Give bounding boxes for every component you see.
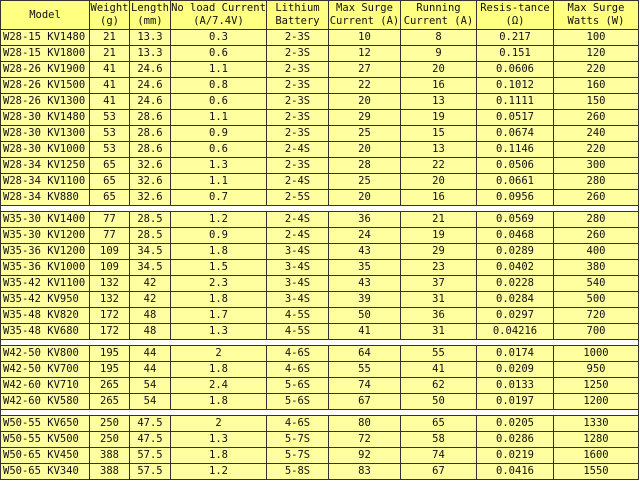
cell-model: W42-60 KV710 <box>1 378 90 394</box>
cell-no-load-current: 2.4 <box>171 378 267 394</box>
cell-max-surge-current: 72 <box>329 432 401 448</box>
cell-no-load-current: 1.1 <box>171 174 267 190</box>
cell-no-load-current: 0.8 <box>171 78 267 94</box>
cell-model: W28-30 KV1480 <box>1 110 90 126</box>
cell-max-surge-watts: 540 <box>554 276 639 292</box>
cell-weight: 109 <box>90 244 130 260</box>
cell-lithium-battery: 3-4S <box>267 244 329 260</box>
cell-length: 48 <box>130 324 171 340</box>
cell-length: 48 <box>130 308 171 324</box>
table-row <box>1 142 639 158</box>
cell-running-current: 31 <box>401 292 477 308</box>
cell-no-load-current: 2.3 <box>171 276 267 292</box>
table-row <box>1 94 639 110</box>
cell-lithium-battery: 2-3S <box>267 30 329 46</box>
cell-lithium-battery: 5-7S <box>267 432 329 448</box>
cell-weight: 53 <box>90 126 130 142</box>
cell-lithium-battery: 2-3S <box>267 78 329 94</box>
cell-running-current: 13 <box>401 142 477 158</box>
cell-weight: 21 <box>90 30 130 46</box>
cell-weight: 21 <box>90 46 130 62</box>
table-row <box>1 158 639 174</box>
cell-max-surge-current: 20 <box>329 94 401 110</box>
cell-resistance: 0.0297 <box>477 308 554 324</box>
cell-resistance: 0.0674 <box>477 126 554 142</box>
cell-max-surge-current: 83 <box>329 464 401 480</box>
header-model: Model <box>1 1 90 30</box>
table-row <box>1 292 639 308</box>
cell-running-current: 8 <box>401 30 477 46</box>
cell-model: W28-30 KV1000 <box>1 142 90 158</box>
cell-max-surge-watts: 260 <box>554 190 639 206</box>
cell-max-surge-current: 67 <box>329 394 401 410</box>
cell-model: W28-34 KV1100 <box>1 174 90 190</box>
cell-resistance: 0.0569 <box>477 212 554 228</box>
cell-model: W35-36 KV1200 <box>1 244 90 260</box>
cell-running-current: 23 <box>401 260 477 276</box>
cell-weight: 250 <box>90 432 130 448</box>
cell-no-load-current: 1.3 <box>171 324 267 340</box>
cell-max-surge-watts: 260 <box>554 228 639 244</box>
cell-lithium-battery: 5-7S <box>267 448 329 464</box>
header-max-surge-watts: Max Surge Watts (W) <box>554 1 639 30</box>
cell-max-surge-current: 92 <box>329 448 401 464</box>
cell-max-surge-watts: 720 <box>554 308 639 324</box>
cell-length: 32.6 <box>130 190 171 206</box>
cell-no-load-current: 1.8 <box>171 448 267 464</box>
cell-running-current: 19 <box>401 110 477 126</box>
header-row <box>1 1 639 30</box>
cell-length: 54 <box>130 378 171 394</box>
cell-model: W50-55 KV500 <box>1 432 90 448</box>
cell-weight: 109 <box>90 260 130 276</box>
cell-no-load-current: 1.8 <box>171 244 267 260</box>
cell-length: 44 <box>130 362 171 378</box>
cell-model: W28-26 KV1500 <box>1 78 90 94</box>
cell-lithium-battery: 4-5S <box>267 308 329 324</box>
table-row <box>1 78 639 94</box>
spec-table-body <box>1 30 639 480</box>
cell-max-surge-current: 25 <box>329 174 401 190</box>
cell-no-load-current: 1.5 <box>171 260 267 276</box>
cell-resistance: 0.0402 <box>477 260 554 276</box>
cell-running-current: 67 <box>401 464 477 480</box>
cell-weight: 53 <box>90 142 130 158</box>
cell-length: 32.6 <box>130 174 171 190</box>
cell-model: W28-34 KV880 <box>1 190 90 206</box>
cell-model: W28-26 KV1300 <box>1 94 90 110</box>
table-row <box>1 30 639 46</box>
cell-model: W28-26 KV1900 <box>1 62 90 78</box>
cell-length: 47.5 <box>130 432 171 448</box>
cell-weight: 41 <box>90 78 130 94</box>
cell-lithium-battery: 5-6S <box>267 378 329 394</box>
cell-model: W50-65 KV450 <box>1 448 90 464</box>
cell-no-load-current: 1.3 <box>171 432 267 448</box>
cell-length: 28.5 <box>130 228 171 244</box>
cell-max-surge-current: 20 <box>329 190 401 206</box>
cell-lithium-battery: 2-4S <box>267 228 329 244</box>
cell-lithium-battery: 3-4S <box>267 276 329 292</box>
cell-resistance: 0.0468 <box>477 228 554 244</box>
cell-no-load-current: 0.6 <box>171 46 267 62</box>
cell-lithium-battery: 5-6S <box>267 394 329 410</box>
cell-max-surge-current: 43 <box>329 244 401 260</box>
cell-running-current: 22 <box>401 158 477 174</box>
cell-max-surge-current: 28 <box>329 158 401 174</box>
cell-weight: 250 <box>90 416 130 432</box>
cell-max-surge-current: 22 <box>329 78 401 94</box>
table-row <box>1 244 639 260</box>
cell-lithium-battery: 2-5S <box>267 190 329 206</box>
cell-model: W35-48 KV680 <box>1 324 90 340</box>
cell-running-current: 13 <box>401 94 477 110</box>
cell-resistance: 0.04216 <box>477 324 554 340</box>
cell-weight: 172 <box>90 308 130 324</box>
cell-model: W35-30 KV1400 <box>1 212 90 228</box>
cell-length: 34.5 <box>130 244 171 260</box>
cell-max-surge-current: 50 <box>329 308 401 324</box>
cell-max-surge-current: 80 <box>329 416 401 432</box>
cell-lithium-battery: 5-8S <box>267 464 329 480</box>
cell-no-load-current: 1.3 <box>171 158 267 174</box>
cell-resistance: 0.0606 <box>477 62 554 78</box>
cell-model: W35-48 KV820 <box>1 308 90 324</box>
cell-max-surge-current: 12 <box>329 46 401 62</box>
cell-no-load-current: 1.2 <box>171 212 267 228</box>
cell-weight: 41 <box>90 94 130 110</box>
cell-model: W42-60 KV580 <box>1 394 90 410</box>
cell-max-surge-watts: 1600 <box>554 448 639 464</box>
cell-weight: 195 <box>90 362 130 378</box>
cell-weight: 65 <box>90 190 130 206</box>
cell-max-surge-current: 36 <box>329 212 401 228</box>
cell-no-load-current: 2 <box>171 416 267 432</box>
cell-running-current: 62 <box>401 378 477 394</box>
table-row <box>1 260 639 276</box>
cell-resistance: 0.0205 <box>477 416 554 432</box>
table-row <box>1 276 639 292</box>
cell-weight: 77 <box>90 212 130 228</box>
cell-lithium-battery: 2-4S <box>267 142 329 158</box>
header-weight: Weight (g) <box>90 1 130 30</box>
cell-max-surge-current: 20 <box>329 142 401 158</box>
cell-lithium-battery: 2-3S <box>267 158 329 174</box>
cell-max-surge-current: 55 <box>329 362 401 378</box>
cell-weight: 265 <box>90 394 130 410</box>
cell-model: W42-50 KV800 <box>1 346 90 362</box>
cell-max-surge-watts: 280 <box>554 212 639 228</box>
cell-lithium-battery: 2-4S <box>267 174 329 190</box>
cell-running-current: 55 <box>401 346 477 362</box>
cell-resistance: 0.0209 <box>477 362 554 378</box>
cell-running-current: 20 <box>401 62 477 78</box>
cell-resistance: 0.1146 <box>477 142 554 158</box>
cell-max-surge-watts: 1280 <box>554 432 639 448</box>
cell-length: 13.3 <box>130 30 171 46</box>
cell-max-surge-watts: 1000 <box>554 346 639 362</box>
cell-model: W50-65 KV340 <box>1 464 90 480</box>
cell-no-load-current: 1.8 <box>171 362 267 378</box>
table-row <box>1 126 639 142</box>
cell-model: W35-36 KV1000 <box>1 260 90 276</box>
header-no-load-current: No load Current (A/7.4V) <box>171 1 267 30</box>
cell-resistance: 0.0661 <box>477 174 554 190</box>
cell-max-surge-watts: 120 <box>554 46 639 62</box>
cell-model: W28-30 KV1300 <box>1 126 90 142</box>
cell-weight: 132 <box>90 292 130 308</box>
cell-no-load-current: 1.7 <box>171 308 267 324</box>
cell-lithium-battery: 4-6S <box>267 346 329 362</box>
cell-weight: 388 <box>90 464 130 480</box>
table-row <box>1 448 639 464</box>
cell-lithium-battery: 4-5S <box>267 324 329 340</box>
table-row <box>1 378 639 394</box>
cell-length: 13.3 <box>130 46 171 62</box>
cell-max-surge-current: 24 <box>329 228 401 244</box>
cell-max-surge-current: 25 <box>329 126 401 142</box>
cell-resistance: 0.0286 <box>477 432 554 448</box>
table-row <box>1 62 639 78</box>
cell-running-current: 9 <box>401 46 477 62</box>
table-row <box>1 110 639 126</box>
cell-no-load-current: 0.9 <box>171 228 267 244</box>
cell-running-current: 50 <box>401 394 477 410</box>
cell-no-load-current: 0.6 <box>171 142 267 158</box>
cell-max-surge-current: 41 <box>329 324 401 340</box>
cell-weight: 265 <box>90 378 130 394</box>
table-row <box>1 464 639 480</box>
cell-weight: 53 <box>90 110 130 126</box>
cell-max-surge-watts: 500 <box>554 292 639 308</box>
cell-running-current: 65 <box>401 416 477 432</box>
cell-max-surge-watts: 150 <box>554 94 639 110</box>
table-row <box>1 308 639 324</box>
header-running-current: Running Current (A) <box>401 1 477 30</box>
cell-resistance: 0.0289 <box>477 244 554 260</box>
cell-weight: 172 <box>90 324 130 340</box>
cell-max-surge-watts: 1200 <box>554 394 639 410</box>
header-lithium-battery: Lithium Battery <box>267 1 329 30</box>
cell-lithium-battery: 2-3S <box>267 126 329 142</box>
cell-max-surge-watts: 280 <box>554 174 639 190</box>
cell-running-current: 15 <box>401 126 477 142</box>
cell-length: 28.6 <box>130 126 171 142</box>
cell-max-surge-watts: 100 <box>554 30 639 46</box>
cell-length: 24.6 <box>130 78 171 94</box>
cell-weight: 65 <box>90 174 130 190</box>
cell-max-surge-watts: 1250 <box>554 378 639 394</box>
cell-lithium-battery: 2-3S <box>267 94 329 110</box>
cell-resistance: 0.0284 <box>477 292 554 308</box>
cell-no-load-current: 0.7 <box>171 190 267 206</box>
cell-resistance: 0.0506 <box>477 158 554 174</box>
cell-max-surge-watts: 240 <box>554 126 639 142</box>
cell-model: W35-30 KV1200 <box>1 228 90 244</box>
cell-running-current: 74 <box>401 448 477 464</box>
cell-running-current: 16 <box>401 190 477 206</box>
cell-length: 42 <box>130 292 171 308</box>
cell-no-load-current: 1.1 <box>171 62 267 78</box>
cell-no-load-current: 1.8 <box>171 394 267 410</box>
cell-resistance: 0.0517 <box>477 110 554 126</box>
cell-lithium-battery: 2-3S <box>267 62 329 78</box>
cell-max-surge-current: 74 <box>329 378 401 394</box>
cell-max-surge-current: 29 <box>329 110 401 126</box>
cell-model: W35-42 KV950 <box>1 292 90 308</box>
cell-weight: 41 <box>90 62 130 78</box>
cell-lithium-battery: 2-3S <box>267 110 329 126</box>
cell-running-current: 29 <box>401 244 477 260</box>
cell-weight: 65 <box>90 158 130 174</box>
cell-lithium-battery: 2-4S <box>267 212 329 228</box>
cell-resistance: 0.151 <box>477 46 554 62</box>
table-row <box>1 432 639 448</box>
cell-no-load-current: 1.8 <box>171 292 267 308</box>
cell-resistance: 0.0228 <box>477 276 554 292</box>
cell-model: W28-34 KV1250 <box>1 158 90 174</box>
table-row <box>1 212 639 228</box>
cell-lithium-battery: 4-6S <box>267 362 329 378</box>
cell-running-current: 20 <box>401 174 477 190</box>
cell-length: 24.6 <box>130 62 171 78</box>
cell-length: 57.5 <box>130 464 171 480</box>
table-row <box>1 324 639 340</box>
cell-resistance: 0.0956 <box>477 190 554 206</box>
cell-running-current: 41 <box>401 362 477 378</box>
cell-length: 54 <box>130 394 171 410</box>
cell-lithium-battery: 3-4S <box>267 260 329 276</box>
cell-max-surge-watts: 220 <box>554 142 639 158</box>
cell-lithium-battery: 3-4S <box>267 292 329 308</box>
header-length: Length (mm) <box>130 1 171 30</box>
header-max-surge-current: Max Surge Current (A) <box>329 1 401 30</box>
cell-lithium-battery: 2-3S <box>267 46 329 62</box>
cell-max-surge-watts: 700 <box>554 324 639 340</box>
cell-max-surge-current: 39 <box>329 292 401 308</box>
cell-resistance: 0.0219 <box>477 448 554 464</box>
cell-length: 32.6 <box>130 158 171 174</box>
cell-resistance: 0.0133 <box>477 378 554 394</box>
cell-running-current: 19 <box>401 228 477 244</box>
table-row <box>1 174 639 190</box>
cell-weight: 388 <box>90 448 130 464</box>
cell-model: W28-15 KV1480 <box>1 30 90 46</box>
table-row <box>1 46 639 62</box>
cell-resistance: 0.1012 <box>477 78 554 94</box>
cell-resistance: 0.217 <box>477 30 554 46</box>
cell-no-load-current: 2 <box>171 346 267 362</box>
cell-no-load-current: 0.9 <box>171 126 267 142</box>
cell-length: 24.6 <box>130 94 171 110</box>
cell-max-surge-watts: 1550 <box>554 464 639 480</box>
cell-max-surge-watts: 380 <box>554 260 639 276</box>
cell-max-surge-watts: 260 <box>554 110 639 126</box>
cell-max-surge-current: 43 <box>329 276 401 292</box>
cell-running-current: 16 <box>401 78 477 94</box>
cell-max-surge-watts: 300 <box>554 158 639 174</box>
cell-max-surge-watts: 950 <box>554 362 639 378</box>
cell-no-load-current: 1.1 <box>171 110 267 126</box>
cell-running-current: 37 <box>401 276 477 292</box>
cell-weight: 77 <box>90 228 130 244</box>
cell-resistance: 0.0416 <box>477 464 554 480</box>
cell-length: 47.5 <box>130 416 171 432</box>
cell-model: W42-50 KV700 <box>1 362 90 378</box>
cell-length: 28.6 <box>130 110 171 126</box>
cell-max-surge-watts: 160 <box>554 78 639 94</box>
table-row <box>1 394 639 410</box>
cell-max-surge-watts: 220 <box>554 62 639 78</box>
cell-no-load-current: 1.2 <box>171 464 267 480</box>
cell-length: 28.5 <box>130 212 171 228</box>
cell-weight: 195 <box>90 346 130 362</box>
cell-lithium-battery: 4-6S <box>267 416 329 432</box>
cell-resistance: 0.0174 <box>477 346 554 362</box>
cell-no-load-current: 0.6 <box>171 94 267 110</box>
cell-max-surge-watts: 1330 <box>554 416 639 432</box>
cell-model: W50-55 KV650 <box>1 416 90 432</box>
table-row <box>1 346 639 362</box>
cell-running-current: 58 <box>401 432 477 448</box>
cell-max-surge-watts: 400 <box>554 244 639 260</box>
cell-max-surge-current: 27 <box>329 62 401 78</box>
table-row <box>1 228 639 244</box>
cell-length: 42 <box>130 276 171 292</box>
table-row <box>1 190 639 206</box>
cell-model: W28-15 KV1800 <box>1 46 90 62</box>
table-row <box>1 416 639 432</box>
cell-max-surge-current: 64 <box>329 346 401 362</box>
cell-running-current: 36 <box>401 308 477 324</box>
cell-running-current: 21 <box>401 212 477 228</box>
cell-running-current: 31 <box>401 324 477 340</box>
cell-model: W35-42 KV1100 <box>1 276 90 292</box>
cell-max-surge-current: 35 <box>329 260 401 276</box>
cell-resistance: 0.0197 <box>477 394 554 410</box>
cell-length: 44 <box>130 346 171 362</box>
cell-resistance: 0.1111 <box>477 94 554 110</box>
header-resistance: Resis-tance (Ω) <box>477 1 554 30</box>
cell-max-surge-current: 10 <box>329 30 401 46</box>
cell-no-load-current: 0.3 <box>171 30 267 46</box>
table-row <box>1 362 639 378</box>
cell-length: 28.6 <box>130 142 171 158</box>
cell-length: 34.5 <box>130 260 171 276</box>
cell-length: 57.5 <box>130 448 171 464</box>
cell-weight: 132 <box>90 276 130 292</box>
